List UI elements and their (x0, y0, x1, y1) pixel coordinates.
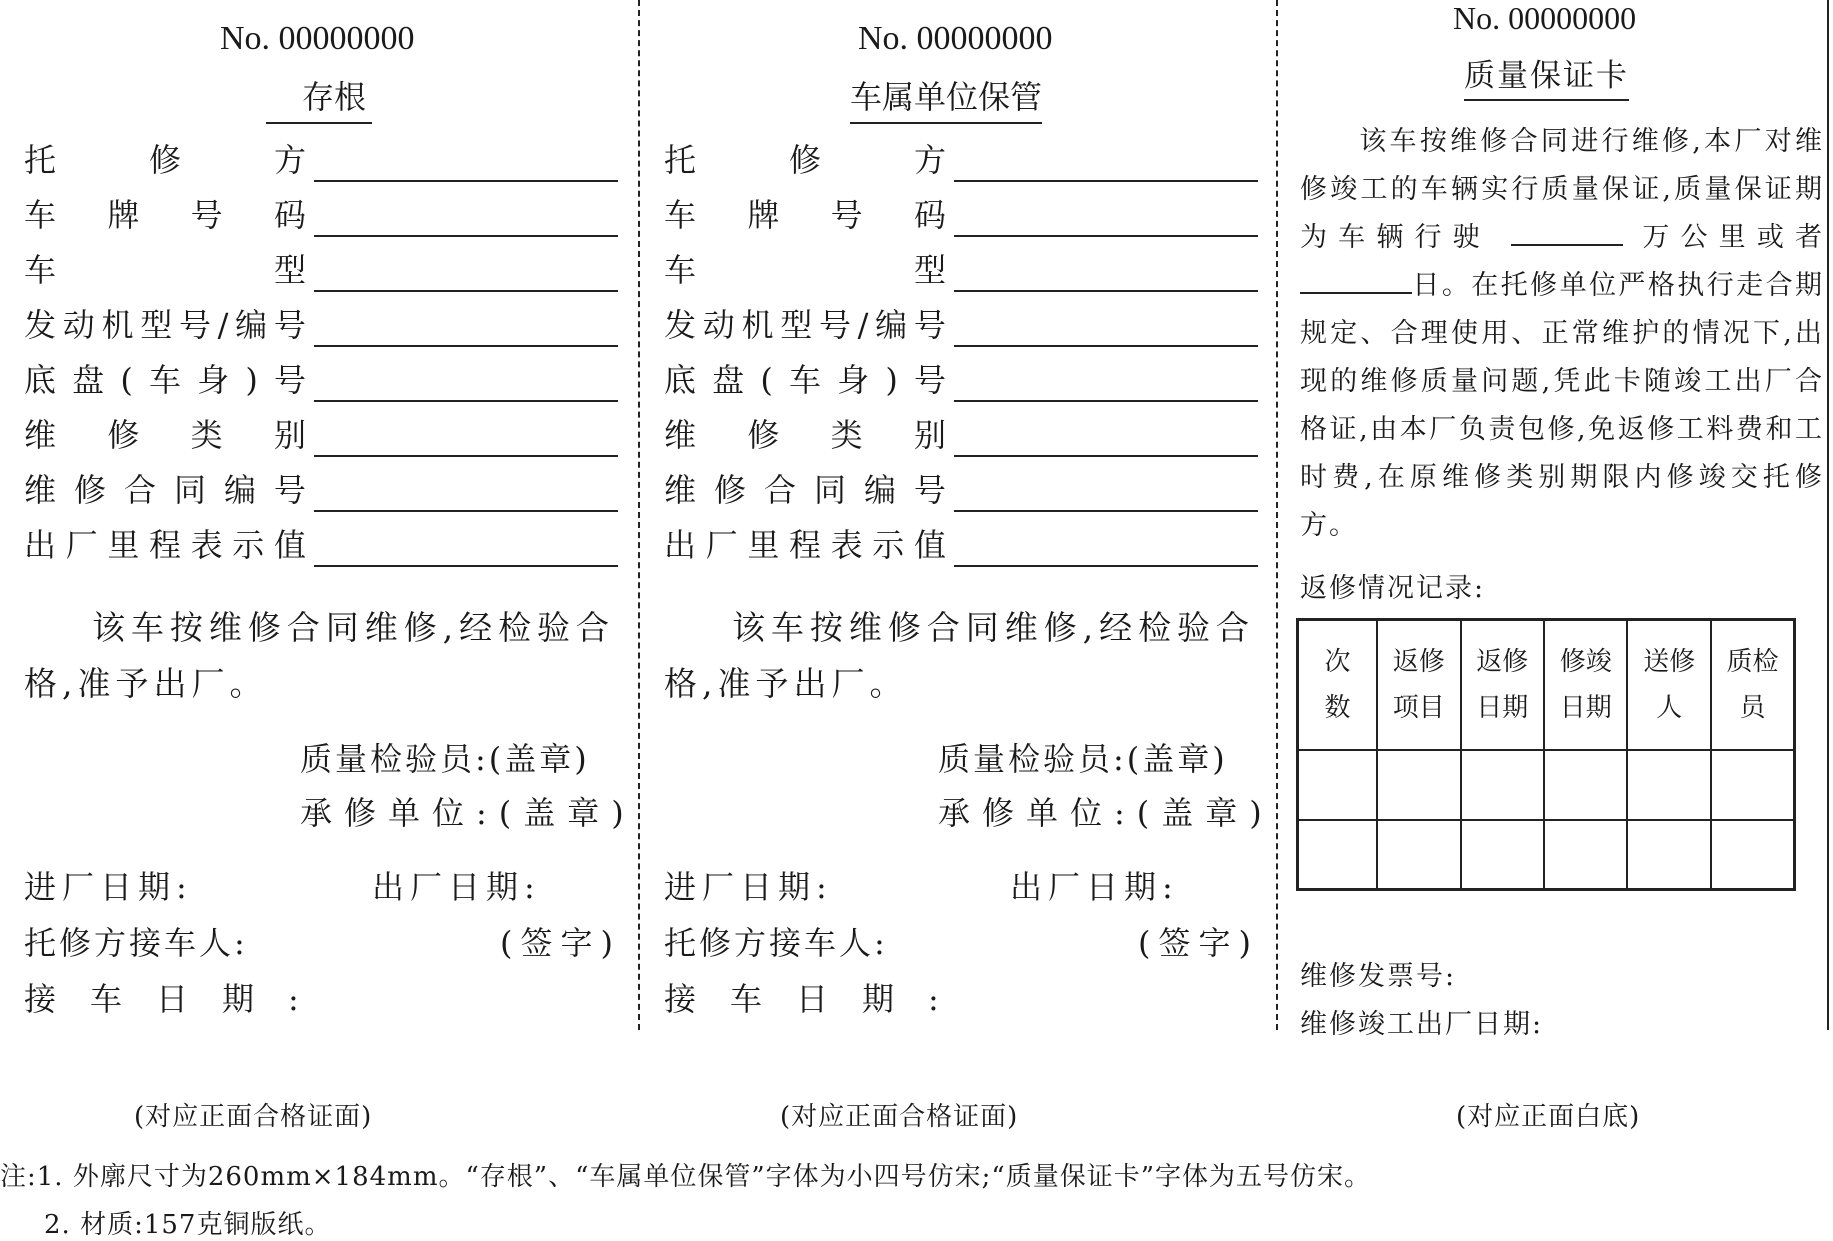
field-row (24, 472, 618, 512)
stub-title: 存根 (266, 72, 372, 124)
stub-receiver: 托修方接车人: (24, 924, 248, 962)
warranty-text-part-3: 日。在托修单位严格执行走合期规定、合理使用、正常维护的情况下,出现的维修质量问题,凭此卡随竣工出厂合格证,由本厂负责包修,免返修工料费和工时费,在原维修类别期限内修竣交托修方。 (1300, 270, 1824, 541)
field-row (664, 307, 1258, 347)
field-row (24, 197, 618, 237)
table-cell (1544, 820, 1627, 890)
table-cell (1298, 820, 1378, 890)
field-input-line[interactable] (314, 455, 618, 457)
field-label: 车 型 (664, 251, 946, 289)
table-cell (1711, 820, 1795, 890)
header-inspector-text: 质检员 (1726, 646, 1779, 723)
field-row (24, 362, 618, 402)
finish-date-label: 维修竣工出厂日期: (1300, 1009, 1544, 1040)
header-inspector (1711, 620, 1795, 750)
stub-unit-sign: 承修单位:(盖章) (300, 794, 636, 832)
stub-statement: 该车按维修合同维修,经检验合格,准予出厂。 (24, 608, 614, 703)
warranty-column (1278, 0, 1828, 1132)
field-row (24, 417, 618, 457)
field-row (24, 307, 618, 347)
field-label: 发 动 机 型 号 / 编 号 (664, 306, 946, 344)
owner-number: No. 00000000 (858, 20, 1053, 57)
owner-in-date: 进厂日期: (664, 868, 833, 906)
invoice-label: 维修发票号: (1300, 961, 1457, 992)
field-input-line[interactable] (314, 235, 618, 237)
table-cell (1627, 820, 1710, 890)
field-label: 发 动 机 型 号 / 编 号 (24, 306, 306, 344)
header-repair-item-text: 返修项目 (1392, 646, 1445, 723)
warranty-km-blank (1511, 216, 1623, 246)
field-input-line[interactable] (314, 290, 618, 292)
field-row (24, 252, 618, 292)
field-row (664, 142, 1258, 182)
field-input-line[interactable] (954, 510, 1258, 512)
stub-column (0, 0, 638, 1132)
owner-sign: (签字) (1138, 924, 1259, 962)
field-label: 维 修 合 同 编 号 (24, 471, 306, 509)
table-cell (1461, 820, 1544, 890)
field-label: 底 盘 ( 车 身 ) 号 (24, 361, 306, 399)
stub-inspector-sign: 质量检验员:(盖章) (300, 740, 590, 778)
record-label: 返修情况记录: (1300, 573, 1486, 604)
field-label: 维 修 合 同 编 号 (664, 471, 946, 509)
field-input-line[interactable] (314, 510, 618, 512)
field-label: 车 牌 号 码 (24, 196, 306, 234)
field-row (664, 527, 1258, 567)
header-sender-text: 送修人 (1643, 646, 1696, 723)
owner-out-date: 出厂日期: (1010, 868, 1179, 906)
field-label: 出 厂 里 程 表 示 值 (664, 526, 946, 564)
table-cell (1298, 750, 1378, 820)
warranty-days-blank (1300, 264, 1412, 294)
note-2: 2. 材质:157克铜版纸。 (44, 1210, 332, 1240)
header-repair-date-text: 返修日期 (1476, 646, 1529, 723)
header-count-text: 次数 (1324, 646, 1351, 723)
field-input-line[interactable] (954, 400, 1258, 402)
header-count (1298, 620, 1378, 750)
table-row (1298, 750, 1795, 820)
field-label: 托 修 方 (24, 141, 306, 179)
warranty-text-part-2: 万公里或者 (1642, 222, 1824, 253)
field-input-line[interactable] (954, 235, 1258, 237)
owner-footer: (对应正面合格证面) (780, 1102, 1019, 1132)
stub-out-date: 出厂日期: (372, 868, 541, 906)
field-row (664, 197, 1258, 237)
field-label: 托 修 方 (664, 141, 946, 179)
field-input-line[interactable] (314, 565, 618, 567)
field-row (664, 252, 1258, 292)
field-row (24, 142, 618, 182)
table-cell (1711, 750, 1795, 820)
owner-receiver: 托修方接车人: (664, 924, 888, 962)
table-header-row (1298, 620, 1795, 750)
field-input-line[interactable] (314, 180, 618, 182)
stub-footer: (对应正面合格证面) (134, 1102, 373, 1132)
warranty-text (1300, 118, 1824, 550)
warranty-footer: (对应正面白底) (1456, 1102, 1641, 1132)
field-label: 维 修 类 别 (664, 416, 946, 454)
field-label: 出 厂 里 程 表 示 值 (24, 526, 306, 564)
field-label: 底 盘 ( 车 身 ) 号 (664, 361, 946, 399)
stub-number: No. 00000000 (220, 20, 415, 57)
field-row (664, 362, 1258, 402)
warranty-title: 质量保证卡 (1464, 50, 1629, 101)
owner-copy-column (640, 0, 1276, 1132)
table-row (1298, 820, 1795, 890)
table-cell (1627, 750, 1710, 820)
field-label: 车 型 (24, 251, 306, 289)
field-label: 车 牌 号 码 (664, 196, 946, 234)
field-input-line[interactable] (314, 345, 618, 347)
owner-receive-date: 接车日期: (664, 980, 973, 1018)
warranty-number: No. 00000000 (1453, 0, 1637, 36)
header-sender (1627, 620, 1710, 750)
stub-sign: (签字) (500, 924, 621, 962)
table-cell (1461, 750, 1544, 820)
field-input-line[interactable] (954, 345, 1258, 347)
field-input-line[interactable] (954, 455, 1258, 457)
note-1: 注:1. 外廓尺寸为260mm×184mm。“存根”、“车属单位保管”字体为小四号仿宋;“质量保证卡”字体为五号仿宋。 (0, 1162, 1371, 1192)
stub-in-date: 进厂日期: (24, 868, 193, 906)
warranty-text-part-1: 该车按维修合同进行维修,本厂对维修竣工的车辆实行质量保证,质量保证期为车辆行驶 (1300, 126, 1824, 253)
header-finish-date-text: 修竣日期 (1559, 646, 1612, 723)
field-input-line[interactable] (954, 290, 1258, 292)
owner-title: 车属单位保管 (850, 72, 1042, 124)
owner-statement: 该车按维修合同维修,经检验合格,准予出厂。 (664, 608, 1254, 703)
table-cell (1377, 750, 1460, 820)
header-repair-date (1461, 620, 1544, 750)
field-input-line[interactable] (954, 565, 1258, 567)
owner-inspector-sign: 质量检验员:(盖章) (938, 740, 1228, 778)
field-row (664, 417, 1258, 457)
field-input-line[interactable] (954, 180, 1258, 182)
field-input-line[interactable] (314, 400, 618, 402)
stub-receive-date: 接车日期: (24, 980, 333, 1018)
table-cell (1544, 750, 1627, 820)
owner-unit-sign: 承修单位:(盖章) (938, 794, 1274, 832)
header-repair-item (1377, 620, 1460, 750)
field-row (664, 472, 1258, 512)
header-finish-date (1544, 620, 1627, 750)
table-cell (1377, 820, 1460, 890)
field-row (24, 527, 618, 567)
field-label: 维 修 类 别 (24, 416, 306, 454)
repair-record-table (1296, 618, 1796, 891)
